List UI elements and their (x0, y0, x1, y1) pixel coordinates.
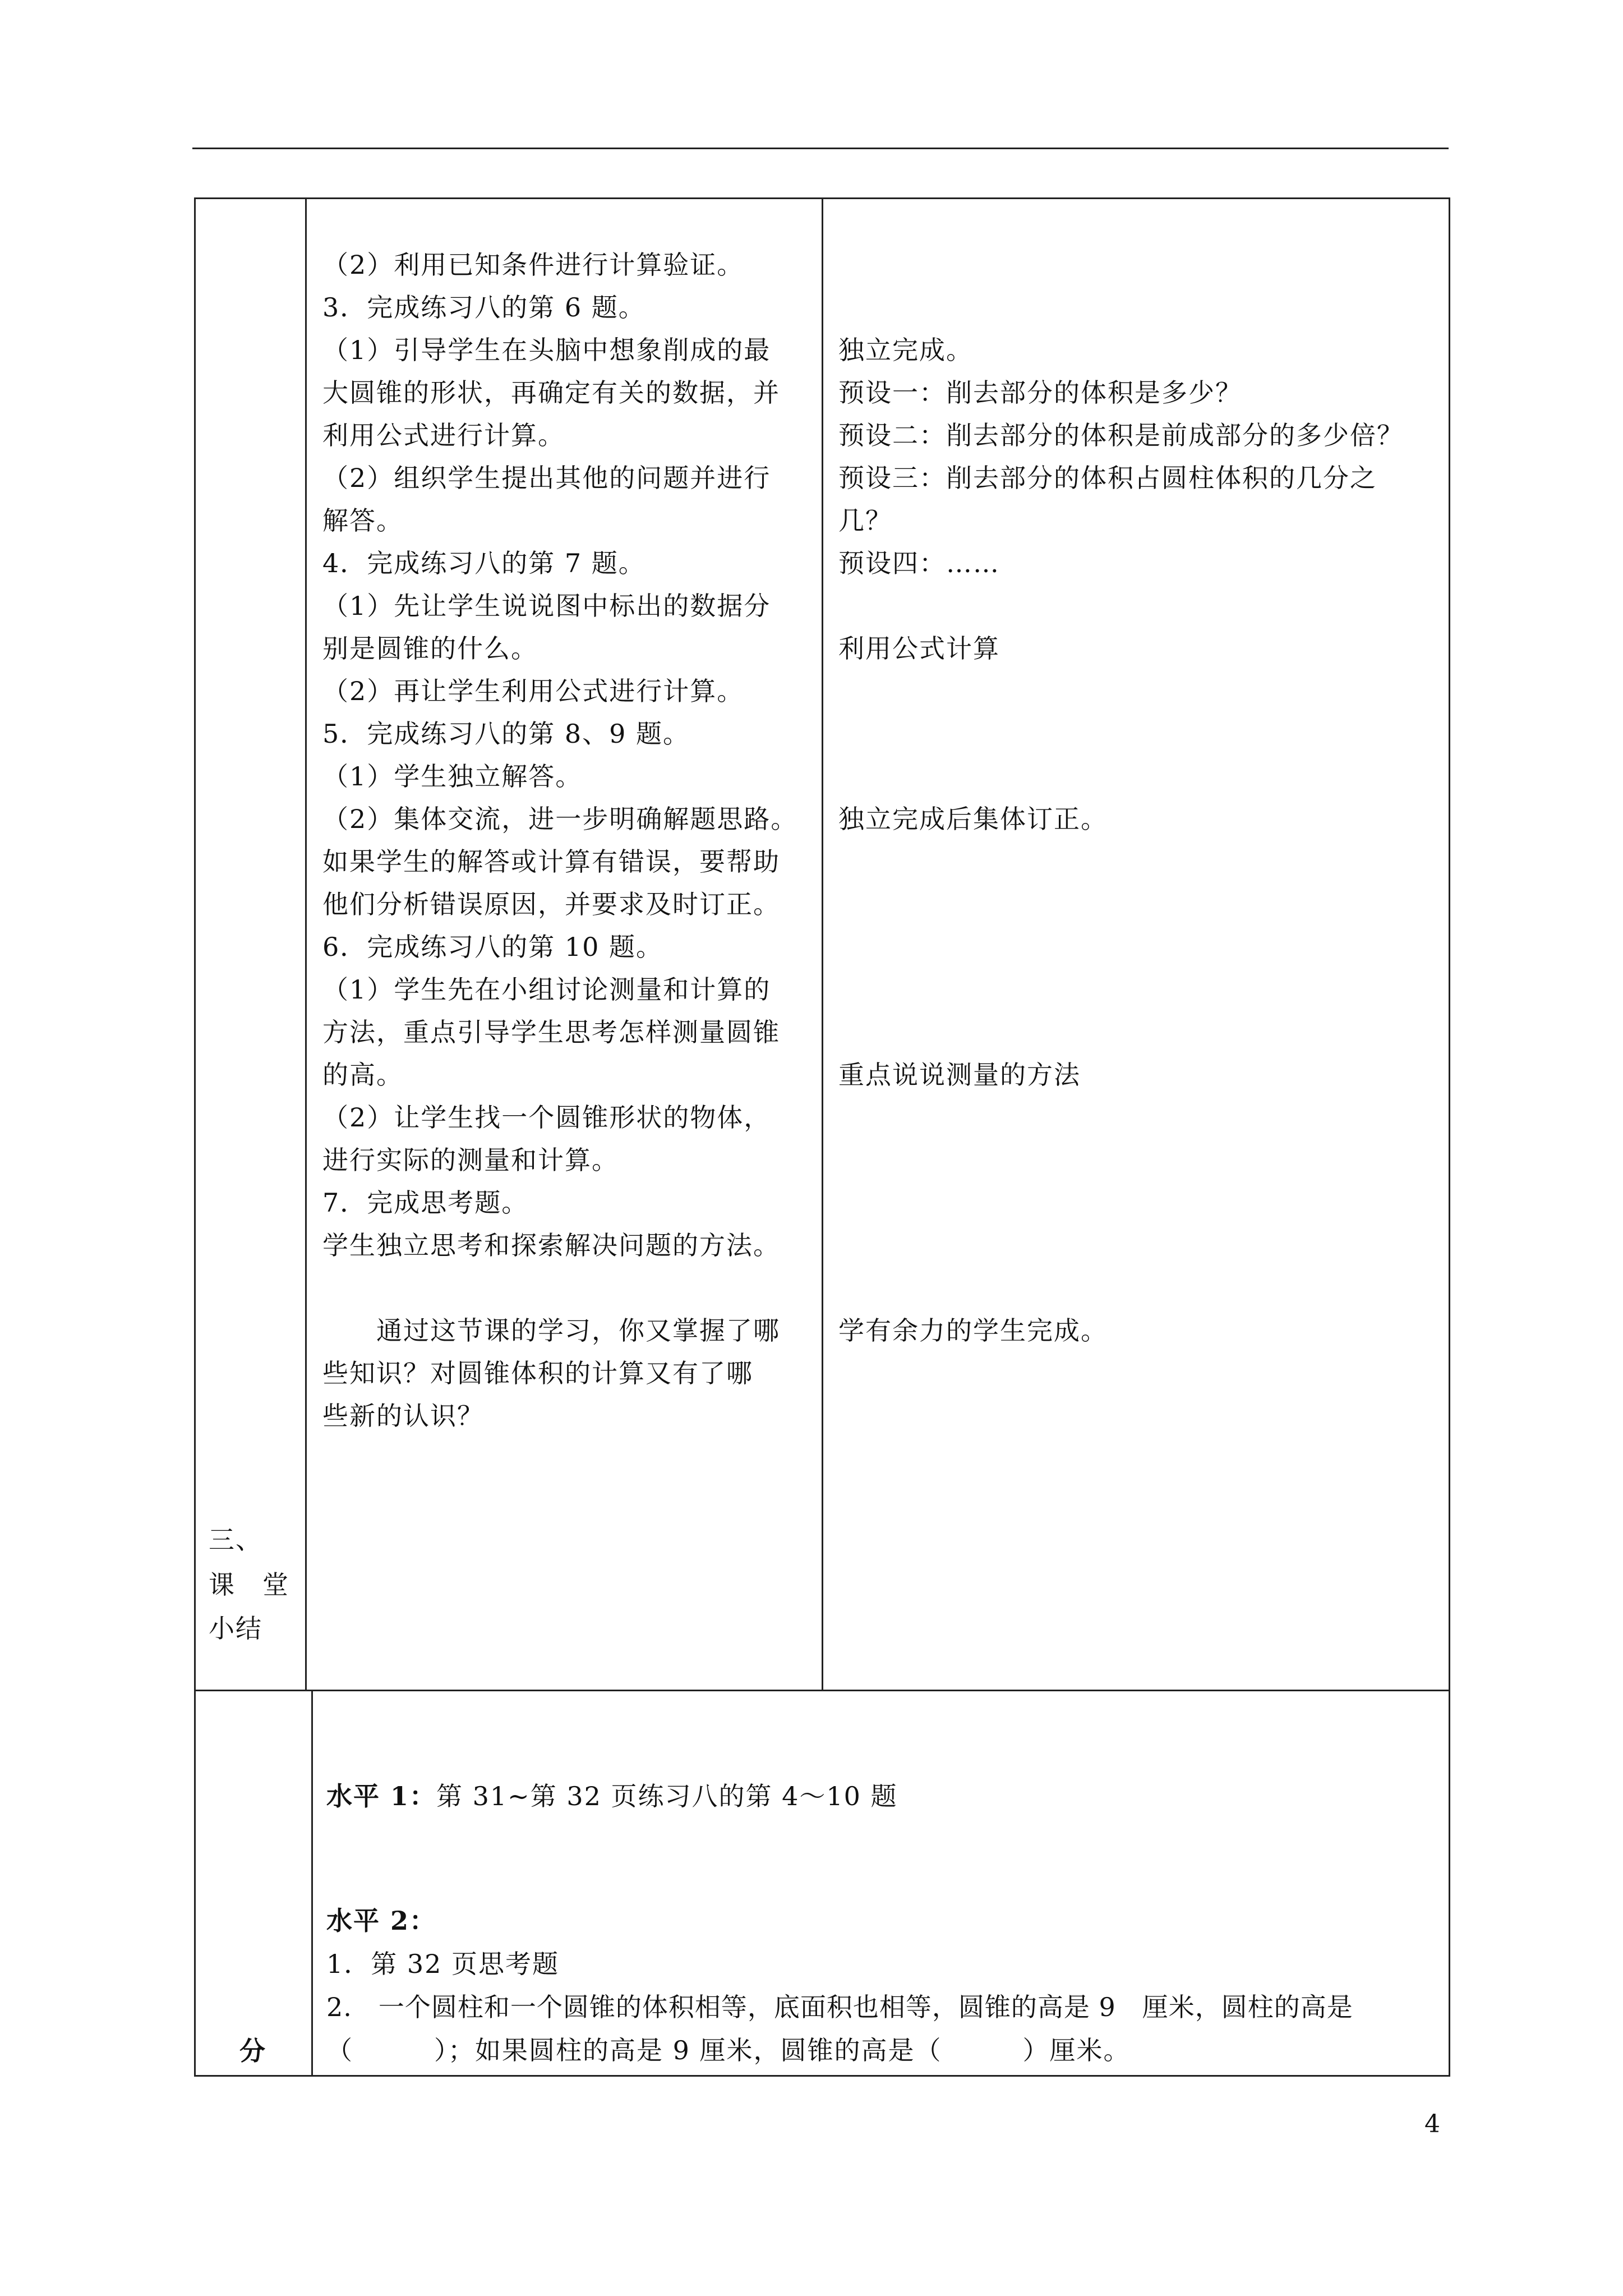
student-line: 独立完成后集体订正。 (838, 804, 1108, 834)
teaching-line: 4．完成练习八的第 7 题。 (322, 548, 645, 578)
teaching-line: 利用公式进行计算。 (322, 420, 565, 450)
teaching-line: 大圆锥的形状，再确定有关的数据，并 (322, 378, 780, 408)
teaching-line: 通过这节课的学习，你又掌握了哪 (322, 1315, 780, 1346)
teaching-line: 的高。 (322, 1060, 403, 1090)
teaching-line: （2）利用已知条件进行计算验证。 (322, 250, 744, 280)
teaching-line: 方法，重点引导学生思考怎样测量圆锥 (322, 1017, 780, 1047)
level-1-row (326, 1783, 898, 1809)
teaching-line: （1）学生先在小组讨论测量和计算的 (322, 974, 771, 1005)
student-line: 预设一：削去部分的体积是多少？ (838, 378, 1242, 408)
page-number: 4 (1424, 2110, 1440, 2138)
student-line: 预设四：…… (838, 548, 1000, 578)
teaching-line: 解答。 (322, 505, 403, 536)
teaching-line: 学生独立思考和探索解决问题的方法。 (322, 1230, 780, 1260)
exercise-item: 2. 一个圆柱和一个圆锥的体积相等，底面积也相等，圆锥的高是 9 厘米，圆柱的高是 (326, 1992, 1353, 2022)
teaching-line: 5．完成练习八的第 8、9 题。 (322, 719, 690, 749)
student-line: 独立完成。 (838, 335, 973, 365)
teaching-line: 如果学生的解答或计算有错误，要帮助 (322, 846, 780, 877)
level-1-text: 第 31~第 32 页练习八的第 4～10 题 (436, 1781, 898, 1811)
teaching-line: （1）先让学生说说图中标出的数据分 (322, 591, 771, 621)
exercise-item: （ ）；如果圆柱的高是 9 厘米，圆锥的高是（ ）厘米。 (326, 2035, 1131, 2065)
level-2-label: 水平 2： (326, 1906, 437, 1936)
teaching-line: 6．完成练习八的第 10 题。 (322, 932, 663, 962)
level-1-label: 水平 1： (326, 1781, 437, 1811)
teaching-line: 些新的认识？ (322, 1401, 484, 1431)
student-line: 预设三：削去部分的体积占圆柱体积的几分之 (838, 463, 1377, 493)
teaching-line: （2）再让学生利用公式进行计算。 (322, 676, 744, 706)
student-line: 利用公式计算 (838, 633, 1000, 664)
student-line: 几？ (838, 505, 892, 536)
student-line: 预设二：削去部分的体积是前成部分的多少倍？ (838, 420, 1404, 450)
student-line: 学有余力的学生完成。 (838, 1315, 1108, 1346)
teaching-line: （2）让学生找一个圆锥形状的物体， (322, 1102, 771, 1133)
teaching-line: 些知识？对圆锥体积的计算又有了哪 (322, 1358, 753, 1388)
teaching-line: （1）学生独立解答。 (322, 761, 583, 792)
section-label: 小结 (209, 1613, 262, 1644)
exercise-item: 1．第 32 页思考题 (326, 1949, 560, 1979)
teaching-line: 进行实际的测量和计算。 (322, 1145, 619, 1175)
section-label: 三、 (209, 1525, 262, 1555)
teaching-line: 7．完成思考题。 (322, 1188, 529, 1218)
header-rule (192, 148, 1449, 149)
teaching-line: 别是圆锥的什么。 (322, 633, 538, 664)
section-label: 分 (239, 2036, 266, 2066)
teaching-line: 3．完成练习八的第 6 题。 (322, 292, 645, 323)
teaching-line: （2）组织学生提出其他的问题并进行 (322, 463, 771, 493)
section-label: 课 堂 (209, 1570, 289, 1600)
teaching-line: （1）引导学生在头脑中想象削成的最 (322, 335, 771, 365)
student-line: 重点说说测量的方法 (838, 1060, 1081, 1090)
teaching-line: （2）集体交流，进一步明确解题思路。 (322, 804, 798, 834)
teaching-line: 他们分析错误原因，并要求及时订正。 (322, 889, 780, 919)
